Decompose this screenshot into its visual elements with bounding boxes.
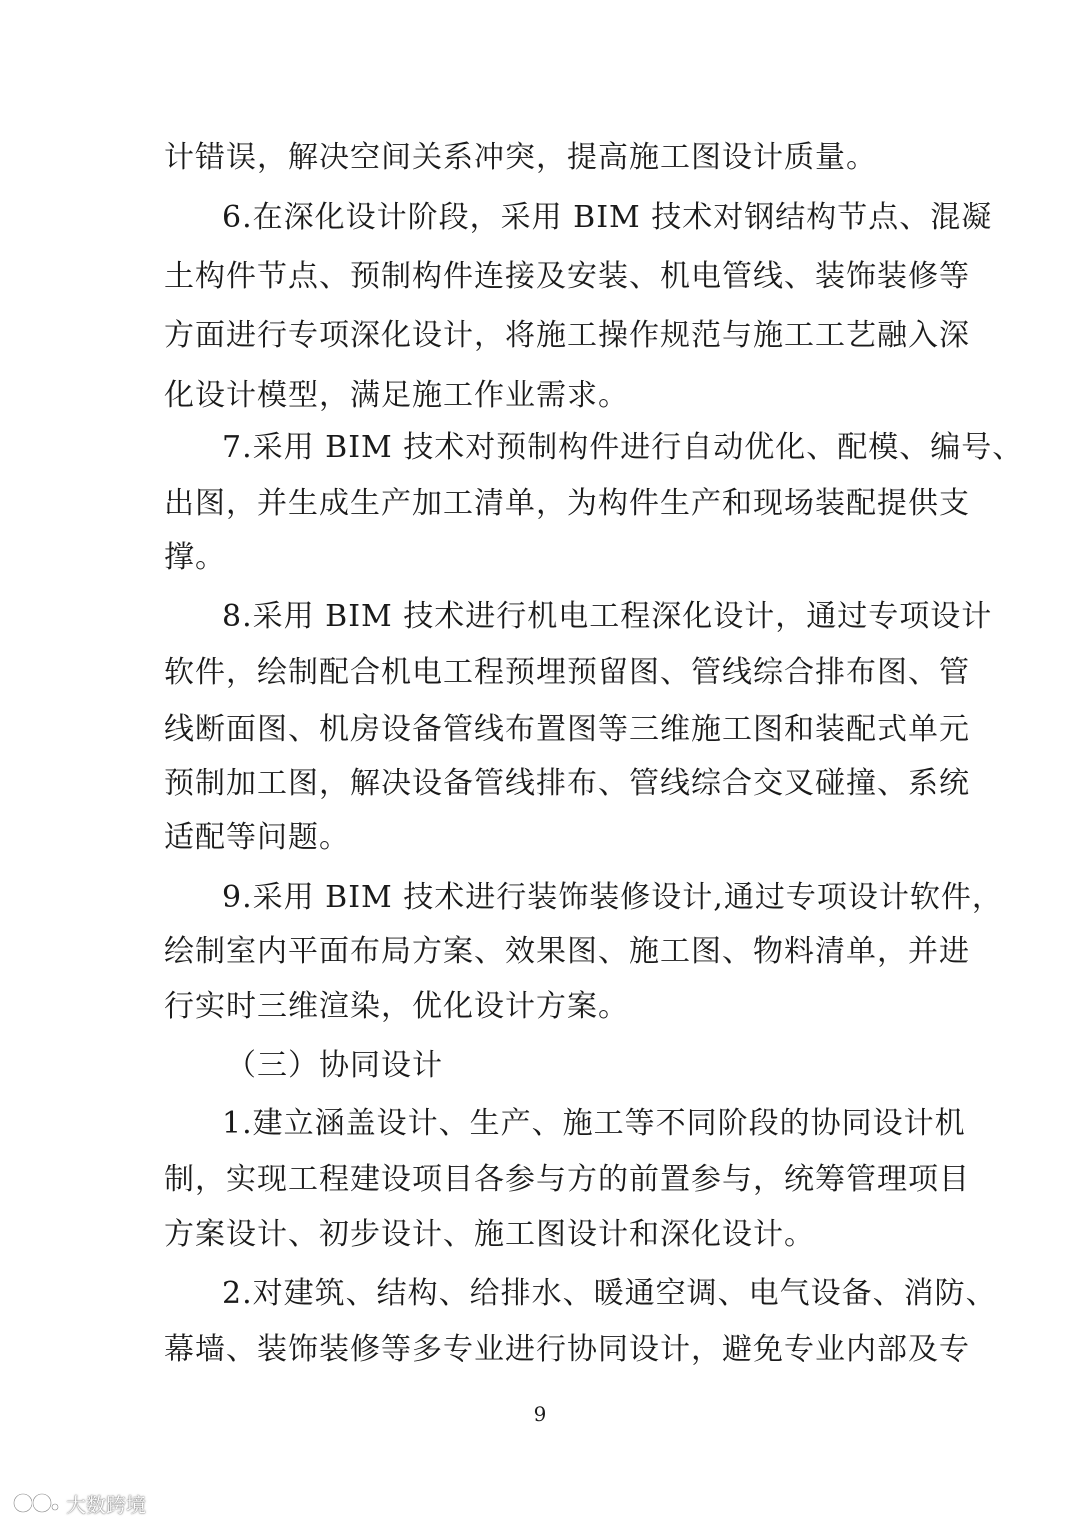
watermark-logo-icon <box>10 1490 60 1516</box>
text-line: 1.建立涵盖设计、生产、施工等不同阶段的协同设计机 <box>222 1106 966 1141</box>
text-line: 2.对建筑、结构、给排水、暖通空调、电气设备、消防、 <box>222 1276 997 1311</box>
section-heading: （三）协同设计 <box>226 1048 443 1083</box>
text-line: 幕墙、装饰装修等多专业进行协同设计，避免专业内部及专 <box>164 1332 970 1367</box>
text-line: 7.采用 BIM 技术对预制构件进行自动优化、配模、编号、 <box>222 430 1024 465</box>
text-line: 绘制室内平面布局方案、效果图、施工图、物料清单，并进 <box>164 934 970 969</box>
watermark <box>10 1486 146 1520</box>
text-line: 方案设计、初步设计、施工图设计和深化设计。 <box>164 1217 815 1252</box>
text-line: 计错误，解决空间关系冲突，提高施工图设计质量。 <box>164 140 877 175</box>
text-line: 制，实现工程建设项目各参与方的前置参与，统筹管理项目 <box>164 1162 970 1197</box>
page-number: 9 <box>533 1402 547 1426</box>
text-line: 土构件节点、预制构件连接及安装、机电管线、装饰装修等 <box>164 259 970 294</box>
text-line: 线断面图、机房设备管线布置图等三维施工图和装配式单元 <box>164 712 970 747</box>
text-line: 预制加工图，解决设备管线排布、管线综合交叉碰撞、系统 <box>164 766 970 801</box>
watermark-text: 大数跨境 <box>66 1492 146 1517</box>
text-line: 撑。 <box>164 540 226 575</box>
text-line: 6.在深化设计阶段，采用 BIM 技术对钢结构节点、混凝 <box>222 200 993 235</box>
text-line: 行实时三维渲染，优化设计方案。 <box>164 989 629 1024</box>
text-line: 适配等问题。 <box>164 820 350 855</box>
text-line: 出图，并生成生产加工清单，为构件生产和现场装配提供支 <box>164 486 970 521</box>
text-line: 方面进行专项深化设计，将施工操作规范与施工工艺融入深 <box>164 318 970 353</box>
text-line: 化设计模型，满足施工作业需求。 <box>164 378 629 413</box>
text-line: 8.采用 BIM 技术进行机电工程深化设计，通过专项设计 <box>222 599 993 634</box>
text-line: 9.采用 BIM 技术进行装饰装修设计,通过专项设计软件， <box>222 880 1003 915</box>
text-line: 软件，绘制配合机电工程预埋预留图、管线综合排布图、管 <box>164 655 970 690</box>
